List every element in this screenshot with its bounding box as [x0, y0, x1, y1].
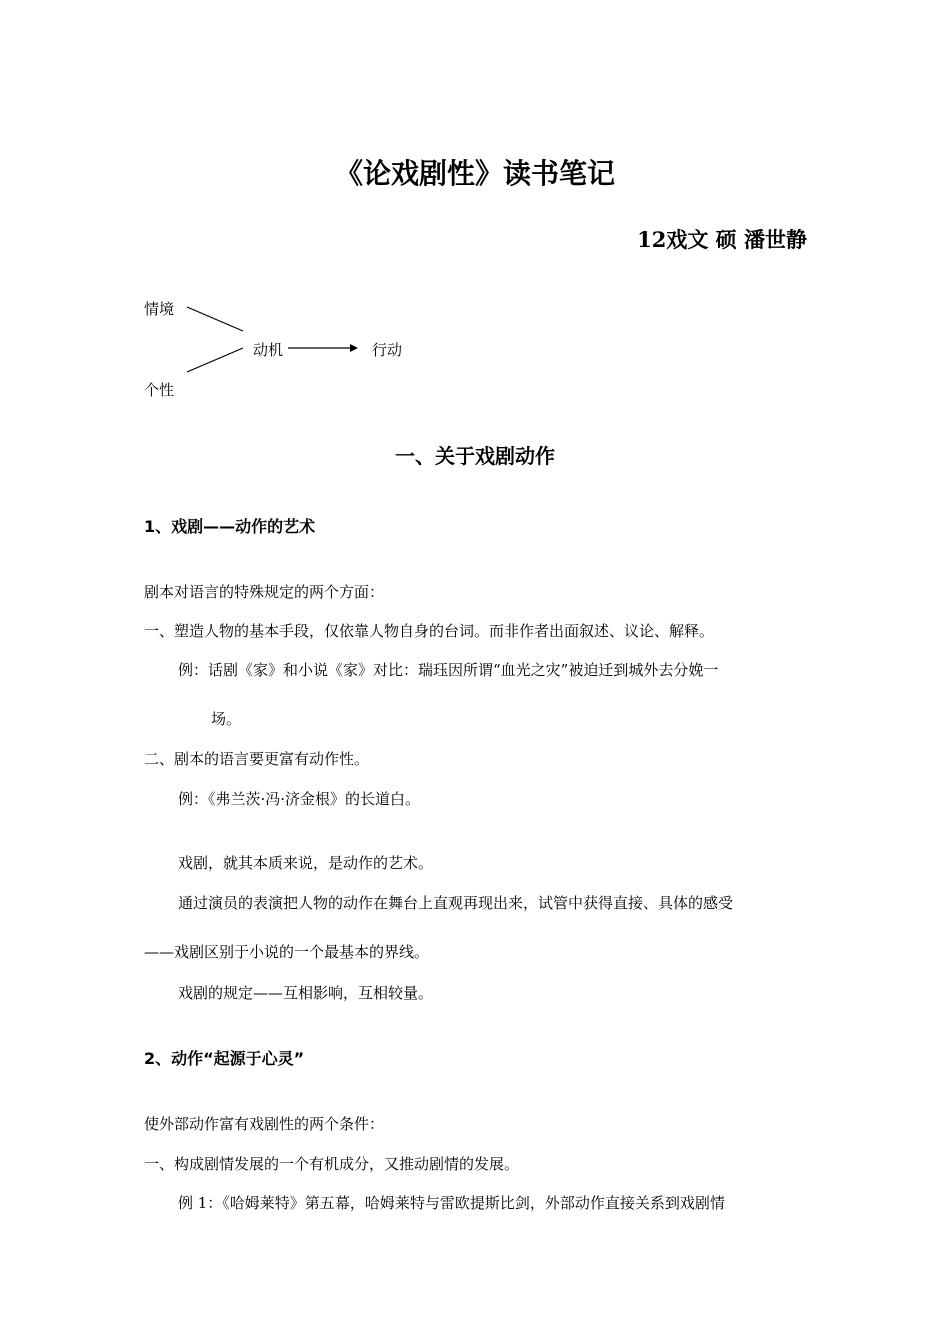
paragraph: ——戏剧区别于小说的一个最基本的界线。 [144, 943, 430, 961]
author-line: 12戏文 硕 潘世静 [637, 227, 807, 252]
paragraph: 使外部动作富有戏剧性的两个条件： [144, 1115, 385, 1133]
subsection-heading-1: 1、戏剧——动作的艺术 [144, 517, 316, 536]
diagram-lines [0, 0, 950, 420]
section-heading: 一、关于戏剧动作 [395, 444, 555, 468]
example-line: 场。 [211, 710, 242, 728]
page-title: 《论戏剧性》读书笔记 [334, 157, 615, 190]
paragraph: 通过演员的表演把人物的动作在舞台上直观再现出来，试管中获得直接、具体的感受 [178, 894, 734, 912]
example-line: 例 1：《哈姆莱特》第五幕，哈姆莱特与雷欧提斯比剑，外部动作直接关系到戏剧情 [178, 1194, 725, 1212]
diagram-personality-label: 个性 [144, 381, 175, 399]
paragraph: 戏剧的规定——互相影响，互相较量。 [178, 984, 434, 1002]
paragraph: 戏剧，就其本质来说，是动作的艺术。 [178, 854, 434, 872]
list-item: 一、塑造人物的基本手段，仅依靠人物自身的台词。而非作者出面叙述、议论、解释。 [144, 622, 715, 640]
list-item: 二、剧本的语言要更富有动作性。 [144, 750, 370, 768]
list-item: 一、构成剧情发展的一个有机成分，又推动剧情的发展。 [144, 1155, 520, 1173]
arrowhead-icon [350, 344, 358, 352]
diagram-motive-label: 动机 [253, 341, 284, 359]
example-line: 例：《弗兰茨·冯·济金根》的长道白。 [178, 790, 421, 808]
diagram-situation-label: 情境 [144, 300, 175, 318]
subsection-heading-2: 2、动作“起源于心灵” [144, 1049, 305, 1068]
paragraph: 剧本对语言的特殊规定的两个方面： [144, 583, 385, 601]
personality-connector-line [187, 348, 243, 372]
situation-connector-line [187, 307, 243, 331]
diagram-action-label: 行动 [372, 341, 403, 359]
example-line: 例：话剧《家》和小说《家》对比：瑞珏因所谓“血光之灾”被迫迁到城外去分娩一 [178, 661, 719, 679]
